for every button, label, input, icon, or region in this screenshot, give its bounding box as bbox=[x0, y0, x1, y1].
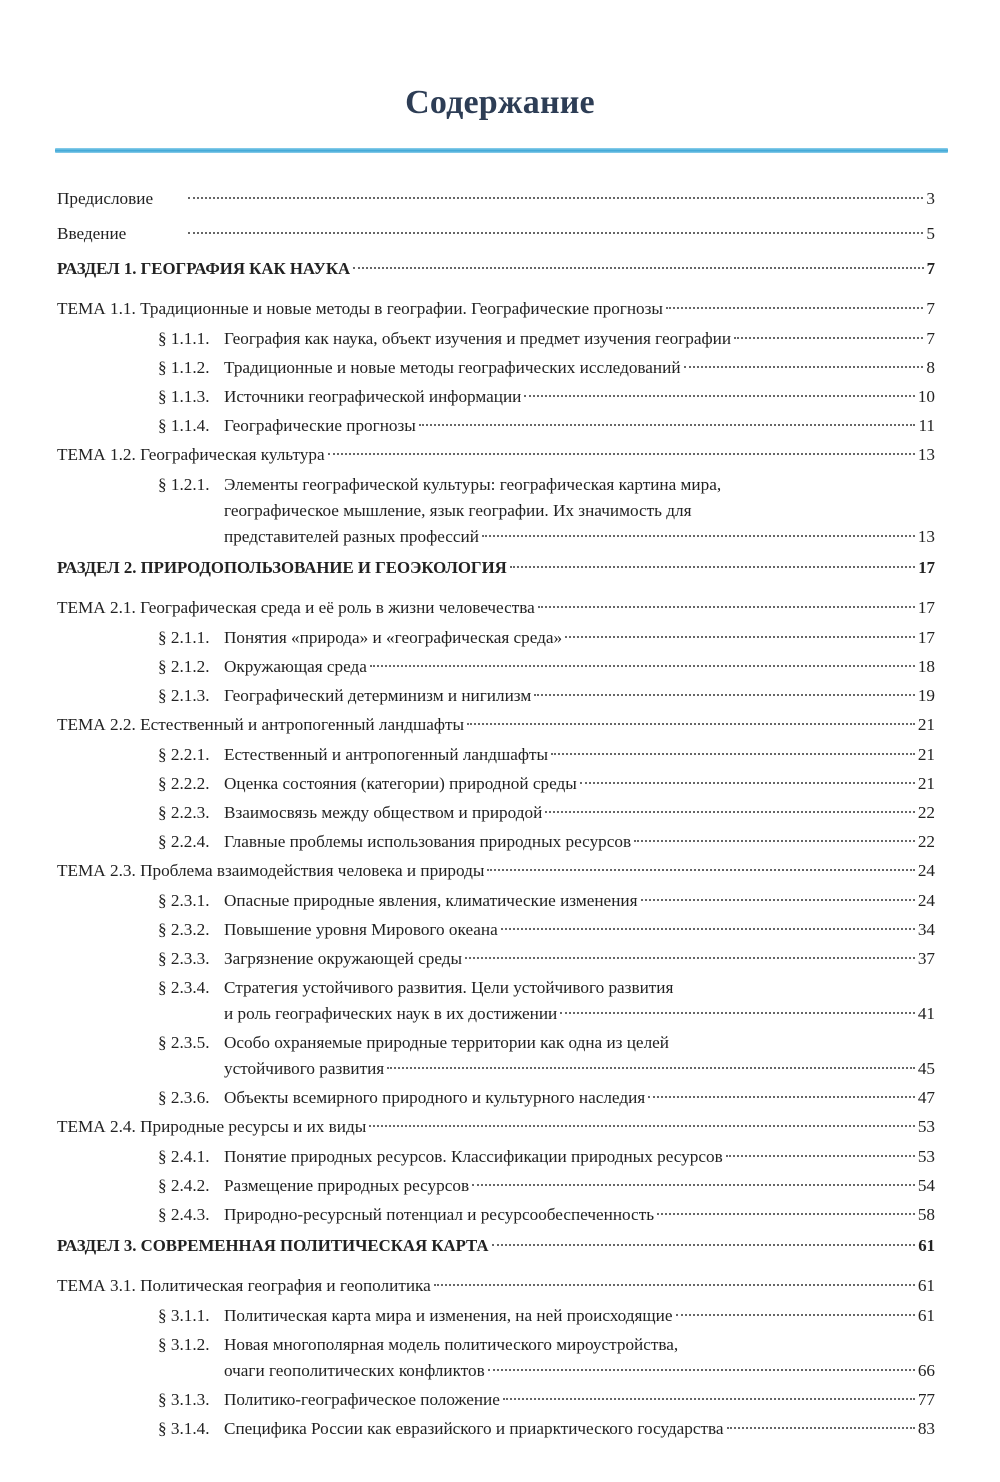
toc-line bbox=[224, 917, 935, 943]
toc-line bbox=[224, 1173, 935, 1199]
dot-leader bbox=[657, 1213, 915, 1215]
dot-leader bbox=[545, 811, 915, 813]
toc-entry-theme bbox=[57, 858, 935, 884]
toc-line bbox=[224, 1001, 935, 1027]
toc-entry-theme bbox=[57, 1114, 935, 1140]
toc-line bbox=[224, 625, 935, 651]
title-divider bbox=[55, 148, 948, 153]
page-number: 34 bbox=[917, 920, 935, 939]
toc-entry-para bbox=[158, 946, 935, 972]
paragraph-number: § 2.1.2. bbox=[158, 657, 210, 676]
toc-entry-para bbox=[158, 1303, 935, 1329]
toc-entry-para bbox=[158, 1144, 935, 1170]
page-number: 19 bbox=[917, 686, 935, 705]
paragraph-number: § 2.3.3. bbox=[158, 949, 210, 968]
toc-entry-para bbox=[158, 829, 935, 855]
toc-line bbox=[224, 975, 935, 1001]
paragraph-number: § 2.3.2. bbox=[158, 920, 210, 939]
entry-title: Взаимосвязь между обществом и природой bbox=[224, 803, 543, 822]
toc-line bbox=[224, 742, 935, 768]
toc-entry-para bbox=[158, 975, 935, 1027]
entry-title: РАЗДЕЛ 2. ПРИРОДОПОЛЬЗОВАНИЕ И ГЕОЭКОЛОГИЯ bbox=[57, 558, 507, 577]
entry-title: устойчивого развития bbox=[224, 1059, 385, 1078]
entry-title: Традиционные и новые методы географических исследований bbox=[224, 358, 681, 377]
page-number: 83 bbox=[917, 1419, 935, 1438]
toc-entry-para bbox=[158, 1085, 935, 1111]
dot-leader bbox=[492, 1244, 916, 1246]
paragraph-body bbox=[224, 1416, 935, 1442]
toc-line bbox=[224, 800, 935, 826]
paragraph-body bbox=[224, 1387, 935, 1413]
toc-entry-para bbox=[158, 683, 935, 709]
page-number: 17 bbox=[917, 628, 935, 647]
page-number: 17 bbox=[918, 558, 935, 577]
dot-leader bbox=[734, 337, 923, 339]
paragraph-body bbox=[224, 1303, 935, 1329]
entry-title: ТЕМА 2.4. Природные ресурсы и их виды bbox=[57, 1117, 367, 1136]
entry-title: ТЕМА 3.1. Политическая география и геополитика bbox=[57, 1276, 431, 1295]
page-number: 7 bbox=[926, 299, 935, 318]
dot-leader bbox=[684, 366, 924, 368]
paragraph-number: § 2.2.3. bbox=[158, 803, 210, 822]
page-title: Содержание bbox=[405, 84, 595, 121]
toc-line bbox=[57, 1114, 935, 1140]
entry-title: представителей разных профессий bbox=[224, 527, 479, 546]
toc-line bbox=[224, 524, 935, 550]
dot-leader bbox=[482, 535, 915, 537]
paragraph-body bbox=[224, 326, 935, 352]
page-number: 17 bbox=[917, 598, 935, 617]
entry-title: Естественный и антропогенный ландшафты bbox=[224, 745, 549, 764]
toc-line bbox=[224, 1144, 935, 1170]
page-number: 21 bbox=[917, 715, 935, 734]
entry-title: Особо охраняемые природные территории как одна из целей bbox=[224, 1033, 669, 1052]
entry-title: географическое мышление, язык географии. Их значимость для bbox=[224, 501, 692, 520]
toc-line bbox=[224, 654, 935, 680]
toc-entry-para bbox=[158, 625, 935, 651]
toc-entry-front bbox=[57, 186, 935, 212]
entry-title: РАЗДЕЛ 3. СОВРЕМЕННАЯ ПОЛИТИЧЕСКАЯ КАРТА bbox=[57, 1236, 489, 1255]
entry-title: Понятия «природа» и «географическая среда» bbox=[224, 628, 563, 647]
entry-title: РАЗДЕЛ 1. ГЕОГРАФИЯ КАК НАУКА bbox=[57, 259, 351, 278]
page-number: 22 bbox=[917, 832, 935, 851]
toc-entry-para bbox=[158, 888, 935, 914]
toc-line bbox=[224, 946, 935, 972]
dot-leader bbox=[188, 197, 923, 199]
dot-leader bbox=[503, 1398, 915, 1400]
dot-leader bbox=[648, 1096, 915, 1098]
toc-entry-para bbox=[158, 1332, 935, 1384]
entry-title: ТЕМА 2.2. Естественный и антропогенный ландшафты bbox=[57, 715, 465, 734]
page-number: 53 bbox=[917, 1117, 935, 1136]
toc-entry-para bbox=[158, 742, 935, 768]
page-number: 3 bbox=[926, 189, 935, 208]
page-number: 45 bbox=[917, 1059, 935, 1078]
toc-line bbox=[224, 1387, 935, 1413]
page-number: 7 bbox=[926, 259, 935, 278]
dot-leader bbox=[534, 694, 915, 696]
toc-entry-para bbox=[158, 1173, 935, 1199]
dot-leader bbox=[465, 957, 915, 959]
paragraph-body bbox=[224, 1030, 935, 1082]
page-number: 7 bbox=[926, 329, 935, 348]
paragraph-number: § 1.1.4. bbox=[158, 416, 210, 435]
toc-entry-theme bbox=[57, 595, 935, 621]
dot-leader bbox=[634, 840, 915, 842]
page-number: 24 bbox=[917, 891, 935, 910]
paragraph-number: § 1.1.2. bbox=[158, 358, 210, 377]
page-number: 37 bbox=[917, 949, 935, 968]
page-number: 58 bbox=[917, 1205, 935, 1224]
paragraph-number: § 2.2.2. bbox=[158, 774, 210, 793]
toc-entry-theme bbox=[57, 296, 935, 322]
toc-entry-para bbox=[158, 771, 935, 797]
dot-leader bbox=[369, 1125, 915, 1127]
dot-leader bbox=[419, 424, 916, 426]
page-number: 61 bbox=[917, 1276, 935, 1295]
entry-title: Географические прогнозы bbox=[224, 416, 416, 435]
paragraph-body bbox=[224, 413, 935, 439]
toc-entry-section bbox=[57, 256, 935, 282]
toc-line bbox=[224, 355, 935, 381]
toc-line bbox=[57, 442, 935, 468]
paragraph-number: § 1.1.1. bbox=[158, 329, 210, 348]
dot-leader bbox=[727, 1427, 915, 1429]
toc-entry-theme bbox=[57, 712, 935, 738]
toc-entry-para bbox=[158, 413, 935, 439]
page-number: 13 bbox=[917, 445, 935, 464]
toc-line bbox=[224, 1332, 935, 1358]
paragraph-number: § 1.1.3. bbox=[158, 387, 210, 406]
paragraph-body bbox=[224, 1202, 935, 1228]
paragraph-number: § 3.1.2. bbox=[158, 1335, 210, 1354]
toc-line bbox=[224, 413, 935, 439]
page-number: 61 bbox=[918, 1236, 935, 1255]
toc-entry-para bbox=[158, 1030, 935, 1082]
entry-title: Окружающая среда bbox=[224, 657, 367, 676]
paragraph-body bbox=[224, 888, 935, 914]
entry-title: Размещение природных ресурсов bbox=[224, 1176, 470, 1195]
entry-title: ТЕМА 1.1. Традиционные и новые методы в географии. Географические прогнозы bbox=[57, 299, 663, 318]
entry-title: ТЕМА 1.2. Географическая культура bbox=[57, 445, 325, 464]
entry-title: Опасные природные явления, климатические изменения bbox=[224, 891, 638, 910]
paragraph-number: § 1.2.1. bbox=[158, 475, 210, 494]
dot-leader bbox=[328, 453, 915, 455]
toc-line bbox=[224, 683, 935, 709]
paragraph-number: § 2.2.1. bbox=[158, 745, 210, 764]
toc-line bbox=[224, 472, 935, 498]
toc-line bbox=[224, 771, 935, 797]
paragraph-number: § 2.3.5. bbox=[158, 1033, 210, 1052]
toc-line bbox=[224, 888, 935, 914]
paragraph-body bbox=[224, 1332, 935, 1384]
toc-entry-section bbox=[57, 555, 935, 581]
toc-entry-para bbox=[158, 355, 935, 381]
toc-entry-para bbox=[158, 472, 935, 550]
toc-line bbox=[57, 858, 935, 884]
page-number: 54 bbox=[917, 1176, 935, 1195]
toc-line bbox=[57, 1273, 935, 1299]
toc-line bbox=[224, 326, 935, 352]
entry-title: География как наука, объект изучения и предмет изучения географии bbox=[224, 329, 732, 348]
toc-line bbox=[57, 221, 935, 247]
entry-title: Новая многополярная модель политического мироустройства, bbox=[224, 1335, 679, 1354]
paragraph-body bbox=[224, 472, 935, 550]
paragraph-body bbox=[224, 800, 935, 826]
toc-entry-para bbox=[158, 917, 935, 943]
entry-title: Политико-географическое положение bbox=[224, 1390, 500, 1409]
dot-leader bbox=[560, 1012, 915, 1014]
page-number: 13 bbox=[917, 527, 935, 546]
paragraph-number: § 2.3.1. bbox=[158, 891, 210, 910]
toc-line bbox=[224, 829, 935, 855]
entry-title: Природно-ресурсный потенциал и ресурсообеспеченность bbox=[224, 1205, 655, 1224]
entry-title: Повышение уровня Мирового океана bbox=[224, 920, 498, 939]
entry-title: Понятие природных ресурсов. Классификации природных ресурсов bbox=[224, 1147, 723, 1166]
toc-line bbox=[224, 1202, 935, 1228]
dot-leader bbox=[726, 1155, 915, 1157]
entry-title: Элементы географической культуры: географическая картина мира, bbox=[224, 475, 722, 494]
paragraph-number: § 2.4.2. bbox=[158, 1176, 210, 1195]
paragraph-body bbox=[224, 829, 935, 855]
entry-title: Объекты всемирного природного и культурного наследия bbox=[224, 1088, 646, 1107]
paragraph-body bbox=[224, 1144, 935, 1170]
toc-line bbox=[57, 595, 935, 621]
toc-line bbox=[57, 555, 935, 581]
toc-entry-para bbox=[158, 654, 935, 680]
entry-title: Стратегия устойчивого развития. Цели устойчивого развития bbox=[224, 978, 674, 997]
toc-entry-theme bbox=[57, 442, 935, 468]
paragraph-body bbox=[224, 1173, 935, 1199]
dot-leader bbox=[501, 928, 915, 930]
toc-line bbox=[57, 1233, 935, 1259]
toc-entry-para bbox=[158, 1387, 935, 1413]
dot-leader bbox=[524, 395, 914, 397]
paragraph-number: § 2.4.1. bbox=[158, 1147, 210, 1166]
entry-title: Оценка состояния (категории) природной среды bbox=[224, 774, 577, 793]
dot-leader bbox=[565, 636, 915, 638]
toc-line bbox=[224, 1416, 935, 1442]
dot-leader bbox=[488, 1369, 915, 1371]
dot-leader bbox=[353, 267, 923, 269]
entry-title: Политическая карта мира и изменения, на ней происходящие bbox=[224, 1306, 673, 1325]
page-number: 11 bbox=[918, 416, 935, 435]
toc-line bbox=[224, 1303, 935, 1329]
entry-title: Специфика России как евразийского и приарктического государства bbox=[224, 1419, 724, 1438]
entry-title: Географический детерминизм и нигилизм bbox=[224, 686, 532, 705]
toc-entry-front bbox=[57, 221, 935, 247]
page-number: 5 bbox=[926, 224, 935, 243]
page-number: 18 bbox=[917, 657, 935, 676]
toc-entry-para bbox=[158, 1202, 935, 1228]
toc-entry-section bbox=[57, 1233, 935, 1259]
paragraph-body bbox=[224, 625, 935, 651]
toc-line bbox=[224, 498, 935, 524]
page-number: 22 bbox=[917, 803, 935, 822]
page-number: 21 bbox=[917, 774, 935, 793]
paragraph-number: § 2.1.3. bbox=[158, 686, 210, 705]
toc-line bbox=[224, 1085, 935, 1111]
dot-leader bbox=[580, 782, 915, 784]
entry-title: Источники географической информации bbox=[224, 387, 522, 406]
entry-title: очаги геополитических конфликтов bbox=[224, 1361, 485, 1380]
dot-leader bbox=[188, 232, 923, 234]
toc-entry-theme bbox=[57, 1273, 935, 1299]
dot-leader bbox=[551, 753, 915, 755]
entry-title: Введение bbox=[57, 224, 127, 243]
toc-line bbox=[57, 186, 935, 212]
paragraph-body bbox=[224, 975, 935, 1027]
page-number: 61 bbox=[917, 1306, 935, 1325]
toc-line bbox=[224, 1056, 935, 1082]
page-number: 77 bbox=[917, 1390, 935, 1409]
toc-line bbox=[224, 1358, 935, 1384]
dot-leader bbox=[434, 1284, 915, 1286]
paragraph-number: § 2.1.1. bbox=[158, 628, 210, 647]
paragraph-number: § 3.1.1. bbox=[158, 1306, 210, 1325]
table-of-contents bbox=[57, 186, 935, 1445]
page-number: 10 bbox=[917, 387, 935, 406]
paragraph-body bbox=[224, 771, 935, 797]
dot-leader bbox=[387, 1067, 915, 1069]
page-number: 8 bbox=[926, 358, 935, 377]
page-number: 66 bbox=[917, 1361, 935, 1380]
entry-title: Загрязнение окружающей среды bbox=[224, 949, 463, 968]
dot-leader bbox=[370, 665, 915, 667]
dot-leader bbox=[487, 869, 914, 871]
toc-line bbox=[57, 296, 935, 322]
page-number: 24 bbox=[917, 861, 935, 880]
toc-entry-para bbox=[158, 1416, 935, 1442]
dot-leader bbox=[510, 566, 915, 568]
toc-line bbox=[57, 712, 935, 738]
paragraph-body bbox=[224, 742, 935, 768]
paragraph-number: § 2.4.3. bbox=[158, 1205, 210, 1224]
paragraph-body bbox=[224, 1085, 935, 1111]
toc-entry-para bbox=[158, 384, 935, 410]
toc-line bbox=[224, 1030, 935, 1056]
paragraph-body bbox=[224, 654, 935, 680]
paragraph-number: § 2.3.4. bbox=[158, 978, 210, 997]
dot-leader bbox=[467, 723, 915, 725]
toc-entry-para bbox=[158, 800, 935, 826]
paragraph-body bbox=[224, 946, 935, 972]
dot-leader bbox=[641, 899, 915, 901]
entry-title: ТЕМА 2.3. Проблема взаимодействия человека и природы bbox=[57, 861, 485, 880]
paragraph-number: § 2.3.6. bbox=[158, 1088, 210, 1107]
entry-title: Главные проблемы использования природных ресурсов bbox=[224, 832, 632, 851]
dot-leader bbox=[676, 1314, 915, 1316]
page-number: 21 bbox=[917, 745, 935, 764]
paragraph-body bbox=[224, 355, 935, 381]
paragraph-body bbox=[224, 683, 935, 709]
entry-title: Предисловие bbox=[57, 189, 154, 208]
toc-entry-para bbox=[158, 326, 935, 352]
page-number: 47 bbox=[917, 1088, 935, 1107]
paragraph-number: § 2.2.4. bbox=[158, 832, 210, 851]
toc-line bbox=[57, 256, 935, 282]
entry-title: ТЕМА 2.1. Географическая среда и её роль в жизни человечества bbox=[57, 598, 535, 617]
page-number: 53 bbox=[917, 1147, 935, 1166]
toc-line bbox=[224, 384, 935, 410]
dot-leader bbox=[666, 307, 923, 309]
entry-title: и роль географических наук в их достижении bbox=[224, 1004, 558, 1023]
paragraph-body bbox=[224, 917, 935, 943]
paragraph-body bbox=[224, 384, 935, 410]
page-number: 41 bbox=[917, 1004, 935, 1023]
dot-leader bbox=[538, 606, 915, 608]
paragraph-number: § 3.1.3. bbox=[158, 1390, 210, 1409]
dot-leader bbox=[472, 1184, 915, 1186]
paragraph-number: § 3.1.4. bbox=[158, 1419, 210, 1438]
